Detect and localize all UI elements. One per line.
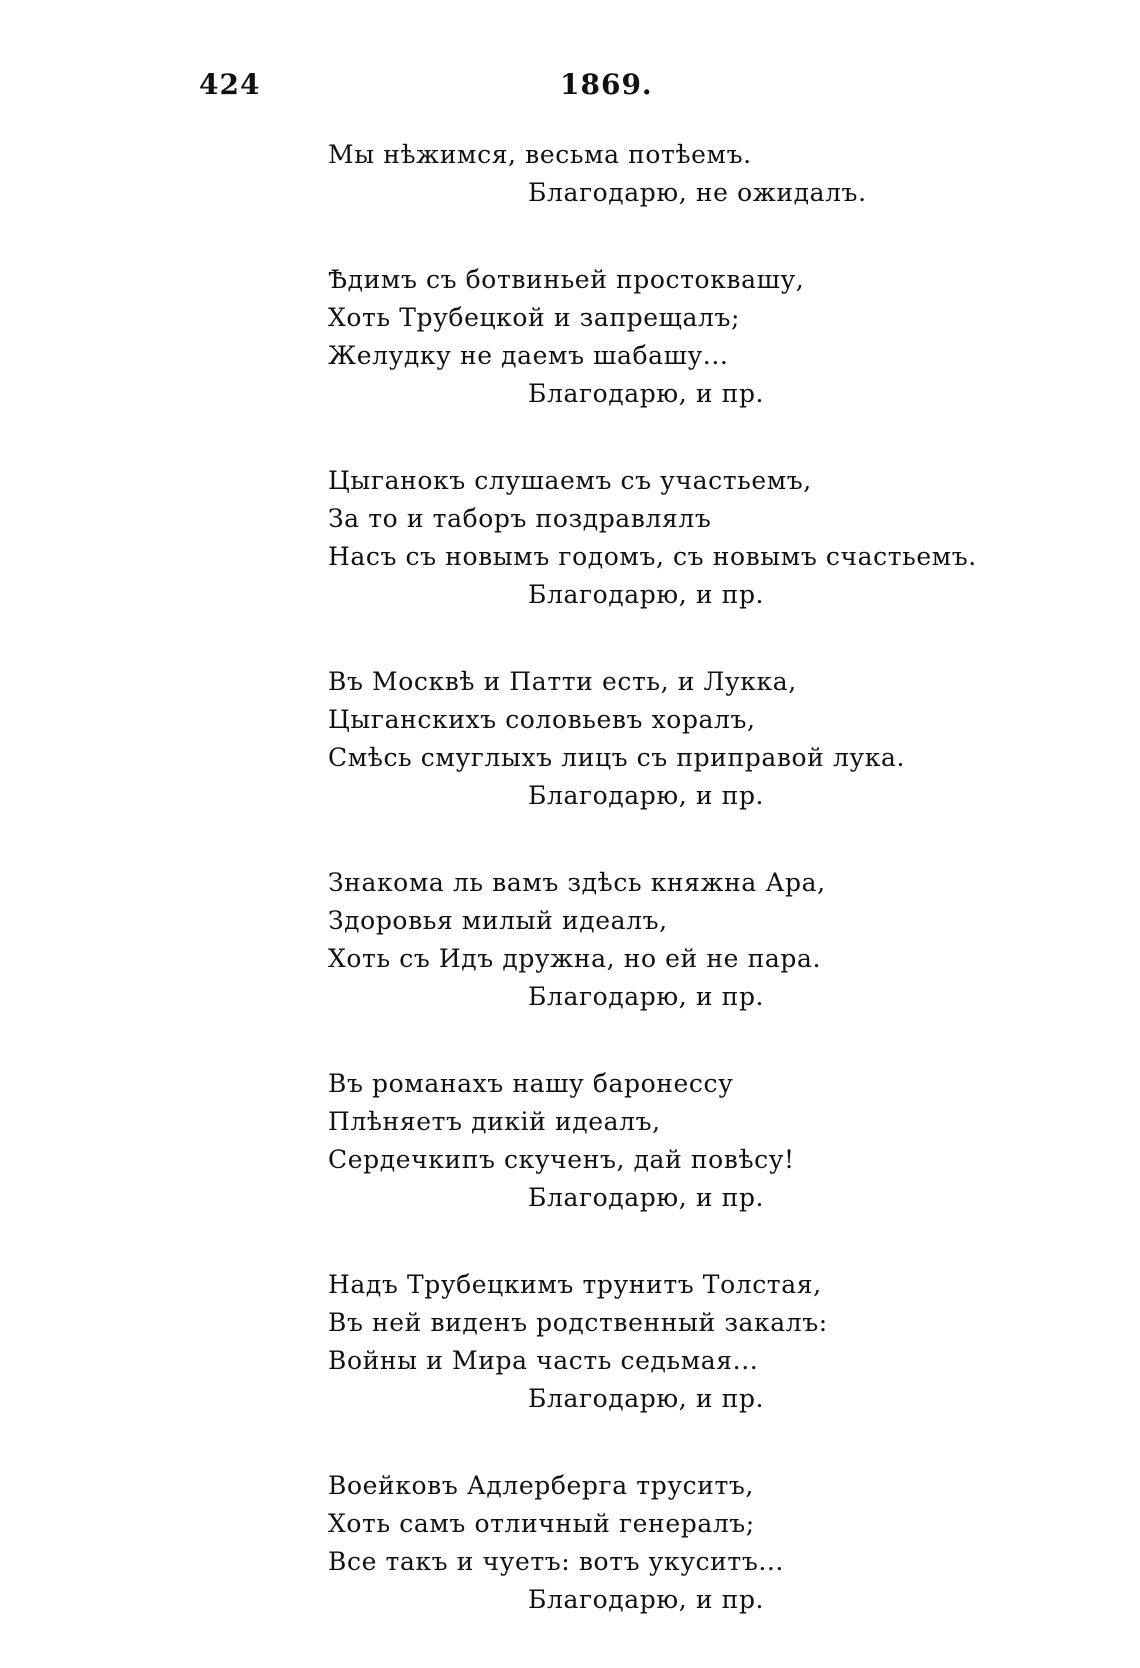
running-head-year: 1869. <box>560 68 653 101</box>
stanza <box>328 462 1028 614</box>
stanza <box>328 1467 1028 1619</box>
refrain-line: Благодарю, и пр. <box>528 982 765 1011</box>
verse-line: Хоть самъ отличный генералъ; <box>328 1509 755 1538</box>
verse-line: Все такъ и чуетъ: вотъ укуситъ... <box>328 1547 784 1576</box>
verse-line: Воейковъ Адлерберга труситъ, <box>328 1471 754 1500</box>
refrain-line: Благодарю, и пр. <box>528 781 765 810</box>
verse-line: Хоть Трубецкой и запрещалъ; <box>328 303 741 332</box>
stanza <box>328 663 1028 815</box>
verse-line: Въ Москвѣ и Патти есть, и Лукка, <box>328 667 797 696</box>
refrain-line: Благодарю, и пр. <box>528 1585 765 1614</box>
verse-line: Желудку не даемъ шабашу... <box>328 341 729 370</box>
verse-line: Плѣняетъ дикій идеалъ, <box>328 1107 661 1136</box>
verse-line: Войны и Мира часть седьмая... <box>328 1346 759 1375</box>
stanza <box>328 1266 1028 1418</box>
refrain-line: Благодарю, не ожидалъ. <box>528 178 867 207</box>
poem <box>328 136 1028 1668</box>
verse-line: Въ романахъ нашу баронессу <box>328 1069 734 1098</box>
refrain-line: Благодарю, и пр. <box>528 1183 765 1212</box>
verse-line: Въ ней виденъ родственный закалъ: <box>328 1308 828 1337</box>
stanza <box>328 864 1028 1016</box>
verse-line: Ѣдимъ съ ботвиньей простоквашу, <box>328 265 805 294</box>
verse-line: Знакома ль вамъ здѣсь княжна Ара, <box>328 868 826 897</box>
verse-line: Цыганокъ слушаемъ съ участьемъ, <box>328 466 812 495</box>
page-number: 424 <box>199 68 261 101</box>
verse-line: Насъ съ новымъ годомъ, съ новымъ счастьемъ. <box>328 542 977 571</box>
stanza <box>328 1065 1028 1217</box>
verse-line: Смѣсь смуглыхъ лицъ съ приправой лука. <box>328 743 906 772</box>
stanza <box>328 261 1028 413</box>
verse-line: Хоть съ Идъ дружна, но ей не пара. <box>328 944 821 973</box>
verse-line: Здоровья милый идеалъ, <box>328 906 668 935</box>
stanza <box>328 136 1028 212</box>
verse-line: Надъ Трубецкимъ трунитъ Толстая, <box>328 1270 822 1299</box>
refrain-line: Благодарю, и пр. <box>528 1384 765 1413</box>
verse-line: Цыганскихъ соловьевъ хоралъ, <box>328 705 756 734</box>
verse-line: Мы нѣжимся, весьма потѣемъ. <box>328 140 752 169</box>
refrain-line: Благодарю, и пр. <box>528 580 765 609</box>
verse-line: Сердечкипъ скученъ, дай повѣсу! <box>328 1145 795 1174</box>
verse-line: За то и таборъ поздравлялъ <box>328 504 712 533</box>
refrain-line: Благодарю, и пр. <box>528 379 765 408</box>
